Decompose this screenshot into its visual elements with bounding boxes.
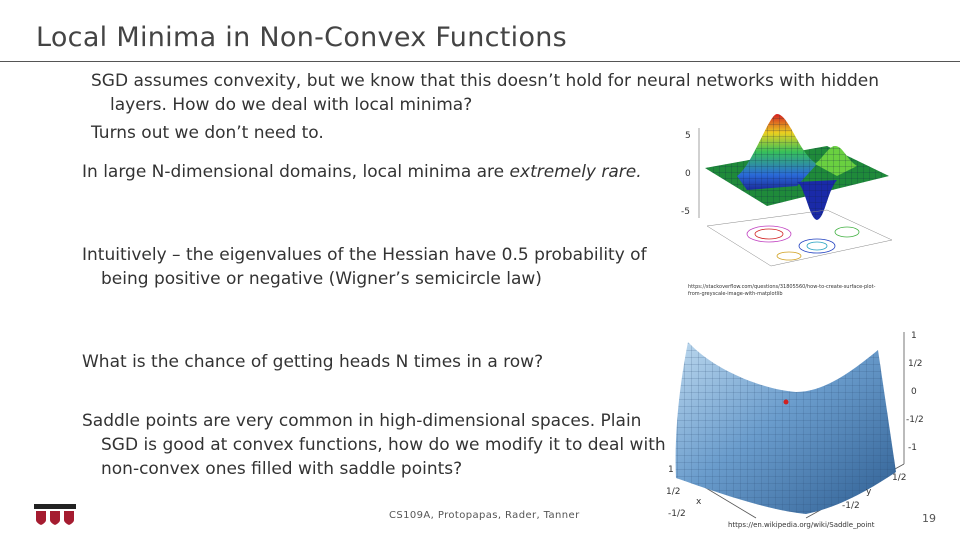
bullet-saddle-points: Saddle points are very common in high-dimensional spaces. Plain SGD is good at convex functions, how do we modify it to deal with non-convex ones filled with saddle points?: [82, 411, 666, 479]
surface-plot-z-tick: 5: [685, 131, 691, 141]
saddle-z-tick: 1: [911, 331, 917, 341]
slide-title: Local Minima in Non-Convex Functions: [36, 22, 568, 53]
bullet-sgd-convexity: SGD assumes convexity, but we know that this doesn’t hold for neural networks with hidden layers. How do we deal with local minima?: [91, 71, 880, 115]
surface-plot-credit: [688, 284, 875, 298]
surface-plot-credit-line: https://stackoverflow.com/questions/31805560/how-to-create-surface-plot-: [688, 284, 876, 290]
harvard-logo: [34, 504, 76, 526]
logo-shield: [50, 511, 60, 525]
surface-plot-figure: [677, 106, 902, 276]
saddle-surface-mesh: [676, 342, 896, 514]
saddle-plot-figure: [656, 322, 936, 520]
page-number: 19: [922, 512, 936, 525]
saddle-plot-credit: https://en.wikipedia.org/wiki/Saddle_point: [728, 521, 875, 529]
logo-shield: [36, 511, 46, 525]
saddle-x-label: x: [696, 497, 702, 507]
bullet-local-minima-rare-emphasis: extremely rare.: [509, 162, 642, 182]
saddle-y-label: y: [866, 487, 872, 497]
saddle-x-tick: 1/2: [666, 487, 681, 497]
saddle-z-tick: -1: [908, 443, 917, 453]
saddle-x-tick: 1: [668, 465, 674, 475]
bullet-heads-in-a-row: What is the chance of getting heads N times in a row?: [82, 352, 544, 372]
saddle-point-marker: [784, 400, 789, 405]
saddle-y-tick: 1/2: [892, 473, 907, 483]
logo-banner: [34, 504, 76, 509]
saddle-y-tick: -1/2: [842, 501, 860, 511]
surface-plot-z-tick: 0: [685, 169, 691, 179]
logo-shield: [64, 511, 74, 525]
bullet-dont-need: Turns out we don’t need to.: [91, 123, 324, 143]
bullet-local-minima-rare-text: In large N-dimensional domains, local minima are: [82, 162, 510, 182]
bullet-local-minima-rare: [82, 160, 671, 184]
bullet-hessian-eigenvalues: Intuitively – the eigenvalues of the Hessian have 0.5 probability of being positive or negative (Wigner’s semicircle law): [82, 245, 647, 289]
surface-plot-z-tick: -5: [681, 207, 690, 217]
footer-course-authors: CS109A, Protopapas, Rader, Tanner: [389, 510, 580, 521]
saddle-z-tick: -1/2: [906, 415, 924, 425]
saddle-z-tick: 1/2: [908, 359, 923, 369]
saddle-x-tick: -1/2: [668, 509, 686, 519]
title-divider: [0, 61, 960, 62]
saddle-z-tick: 0: [911, 387, 917, 397]
surface-plot-credit-line: from-greyscale-image-with-matplotlib: [688, 291, 783, 297]
